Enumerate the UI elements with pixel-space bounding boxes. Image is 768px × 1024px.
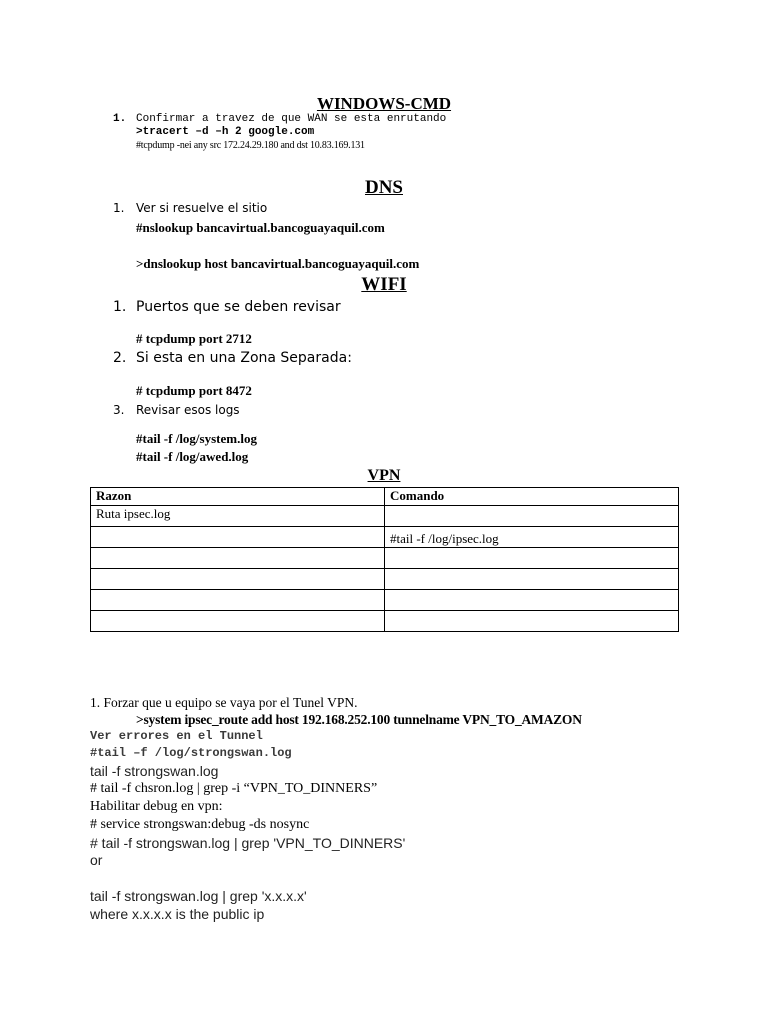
wifi-heading: WIFI xyxy=(361,274,407,295)
note-line-3: Ver errores en el Tunnel xyxy=(90,729,263,743)
table-row xyxy=(91,611,679,632)
vpn-heading: VPN xyxy=(367,467,401,484)
table-cell xyxy=(385,548,679,569)
note-line-7: Habilitar debug en vpn: xyxy=(90,799,223,814)
note-line-11: tail -f strongswan.log | grep 'x.x.x.x' xyxy=(90,888,307,904)
table-cell: #tail -f /log/ipsec.log xyxy=(385,527,679,548)
table-cell xyxy=(385,590,679,611)
table-cell xyxy=(91,548,385,569)
table-cell xyxy=(385,611,679,632)
wifi-item-2-number: 2. xyxy=(113,350,127,366)
wifi-item-1-number: 1. xyxy=(113,299,127,315)
dns-command-2: >dnslookup host bancavirtual.bancoguayaquil.com xyxy=(136,256,420,271)
table-cell xyxy=(385,506,679,527)
wifi-item-2-text: Si esta en una Zona Separada: xyxy=(136,350,352,366)
wifi-item-3-number: 3. xyxy=(113,403,125,417)
windows-item-text: Confirmar a travez de que WAN se esta enrutando xyxy=(136,113,447,125)
windows-note: #tcpdump -nei any src 172.24.29.180 and dst 10.83.169.131 xyxy=(136,140,365,151)
windows-cmd-heading: WINDOWS-CMD xyxy=(316,94,452,113)
wifi-item-3-command-1: #tail -f /log/system.log xyxy=(136,431,257,446)
wifi-item-3-text: Revisar esos logs xyxy=(136,403,240,417)
wifi-item-1-command: # tcpdump port 2712 xyxy=(136,331,252,346)
note-line-6: # tail -f chsron.log | grep -i “VPN_TO_DINNERS” xyxy=(90,781,378,796)
table-row xyxy=(91,548,679,569)
table-row xyxy=(91,506,679,527)
table-cell xyxy=(91,611,385,632)
table-cell xyxy=(91,527,385,548)
wifi-item-3-command-2: #tail -f /log/awed.log xyxy=(136,449,249,464)
note-line-2: >system ipsec_route add host 192.168.252.100 tunnelname VPN_TO_AMAZON xyxy=(136,712,582,727)
table-row xyxy=(91,590,679,611)
vpn-table xyxy=(90,487,679,632)
wifi-item-1-text: Puertos que se deben revisar xyxy=(136,299,341,315)
table-header-row xyxy=(91,488,679,506)
windows-item-number: 1. xyxy=(113,113,127,125)
table-cell xyxy=(385,569,679,590)
note-line-1: 1. Forzar que u equipo se vaya por el Tunel VPN. xyxy=(90,695,358,710)
dns-command-1: #nslookup bancavirtual.bancoguayaquil.com xyxy=(136,220,385,235)
table-cell: Ruta ipsec.log xyxy=(91,506,385,527)
table-cell xyxy=(91,569,385,590)
note-line-4: #tail –f /log/strongswan.log xyxy=(90,746,292,760)
dns-item-text: Ver si resuelve el sitio xyxy=(136,201,268,215)
note-line-5: tail -f strongswan.log xyxy=(90,763,219,779)
table-row xyxy=(91,527,679,548)
note-line-12: where x.x.x.x is the public ip xyxy=(90,906,265,922)
note-line-10: or xyxy=(90,852,103,868)
dns-heading: DNS xyxy=(364,177,403,198)
table-cell xyxy=(91,590,385,611)
table-header-comando: Comando xyxy=(385,488,679,506)
windows-command: >tracert –d –h 2 google.com xyxy=(136,126,315,138)
table-header-razon: Razon xyxy=(91,488,385,506)
dns-item-number: 1. xyxy=(113,201,125,215)
note-line-9: # tail -f strongswan.log | grep 'VPN_TO_DINNERS' xyxy=(90,835,406,851)
table-row xyxy=(91,569,679,590)
wifi-item-2-command: # tcpdump port 8472 xyxy=(136,383,252,398)
note-line-8: # service strongswan:debug -ds nosync xyxy=(90,817,310,832)
